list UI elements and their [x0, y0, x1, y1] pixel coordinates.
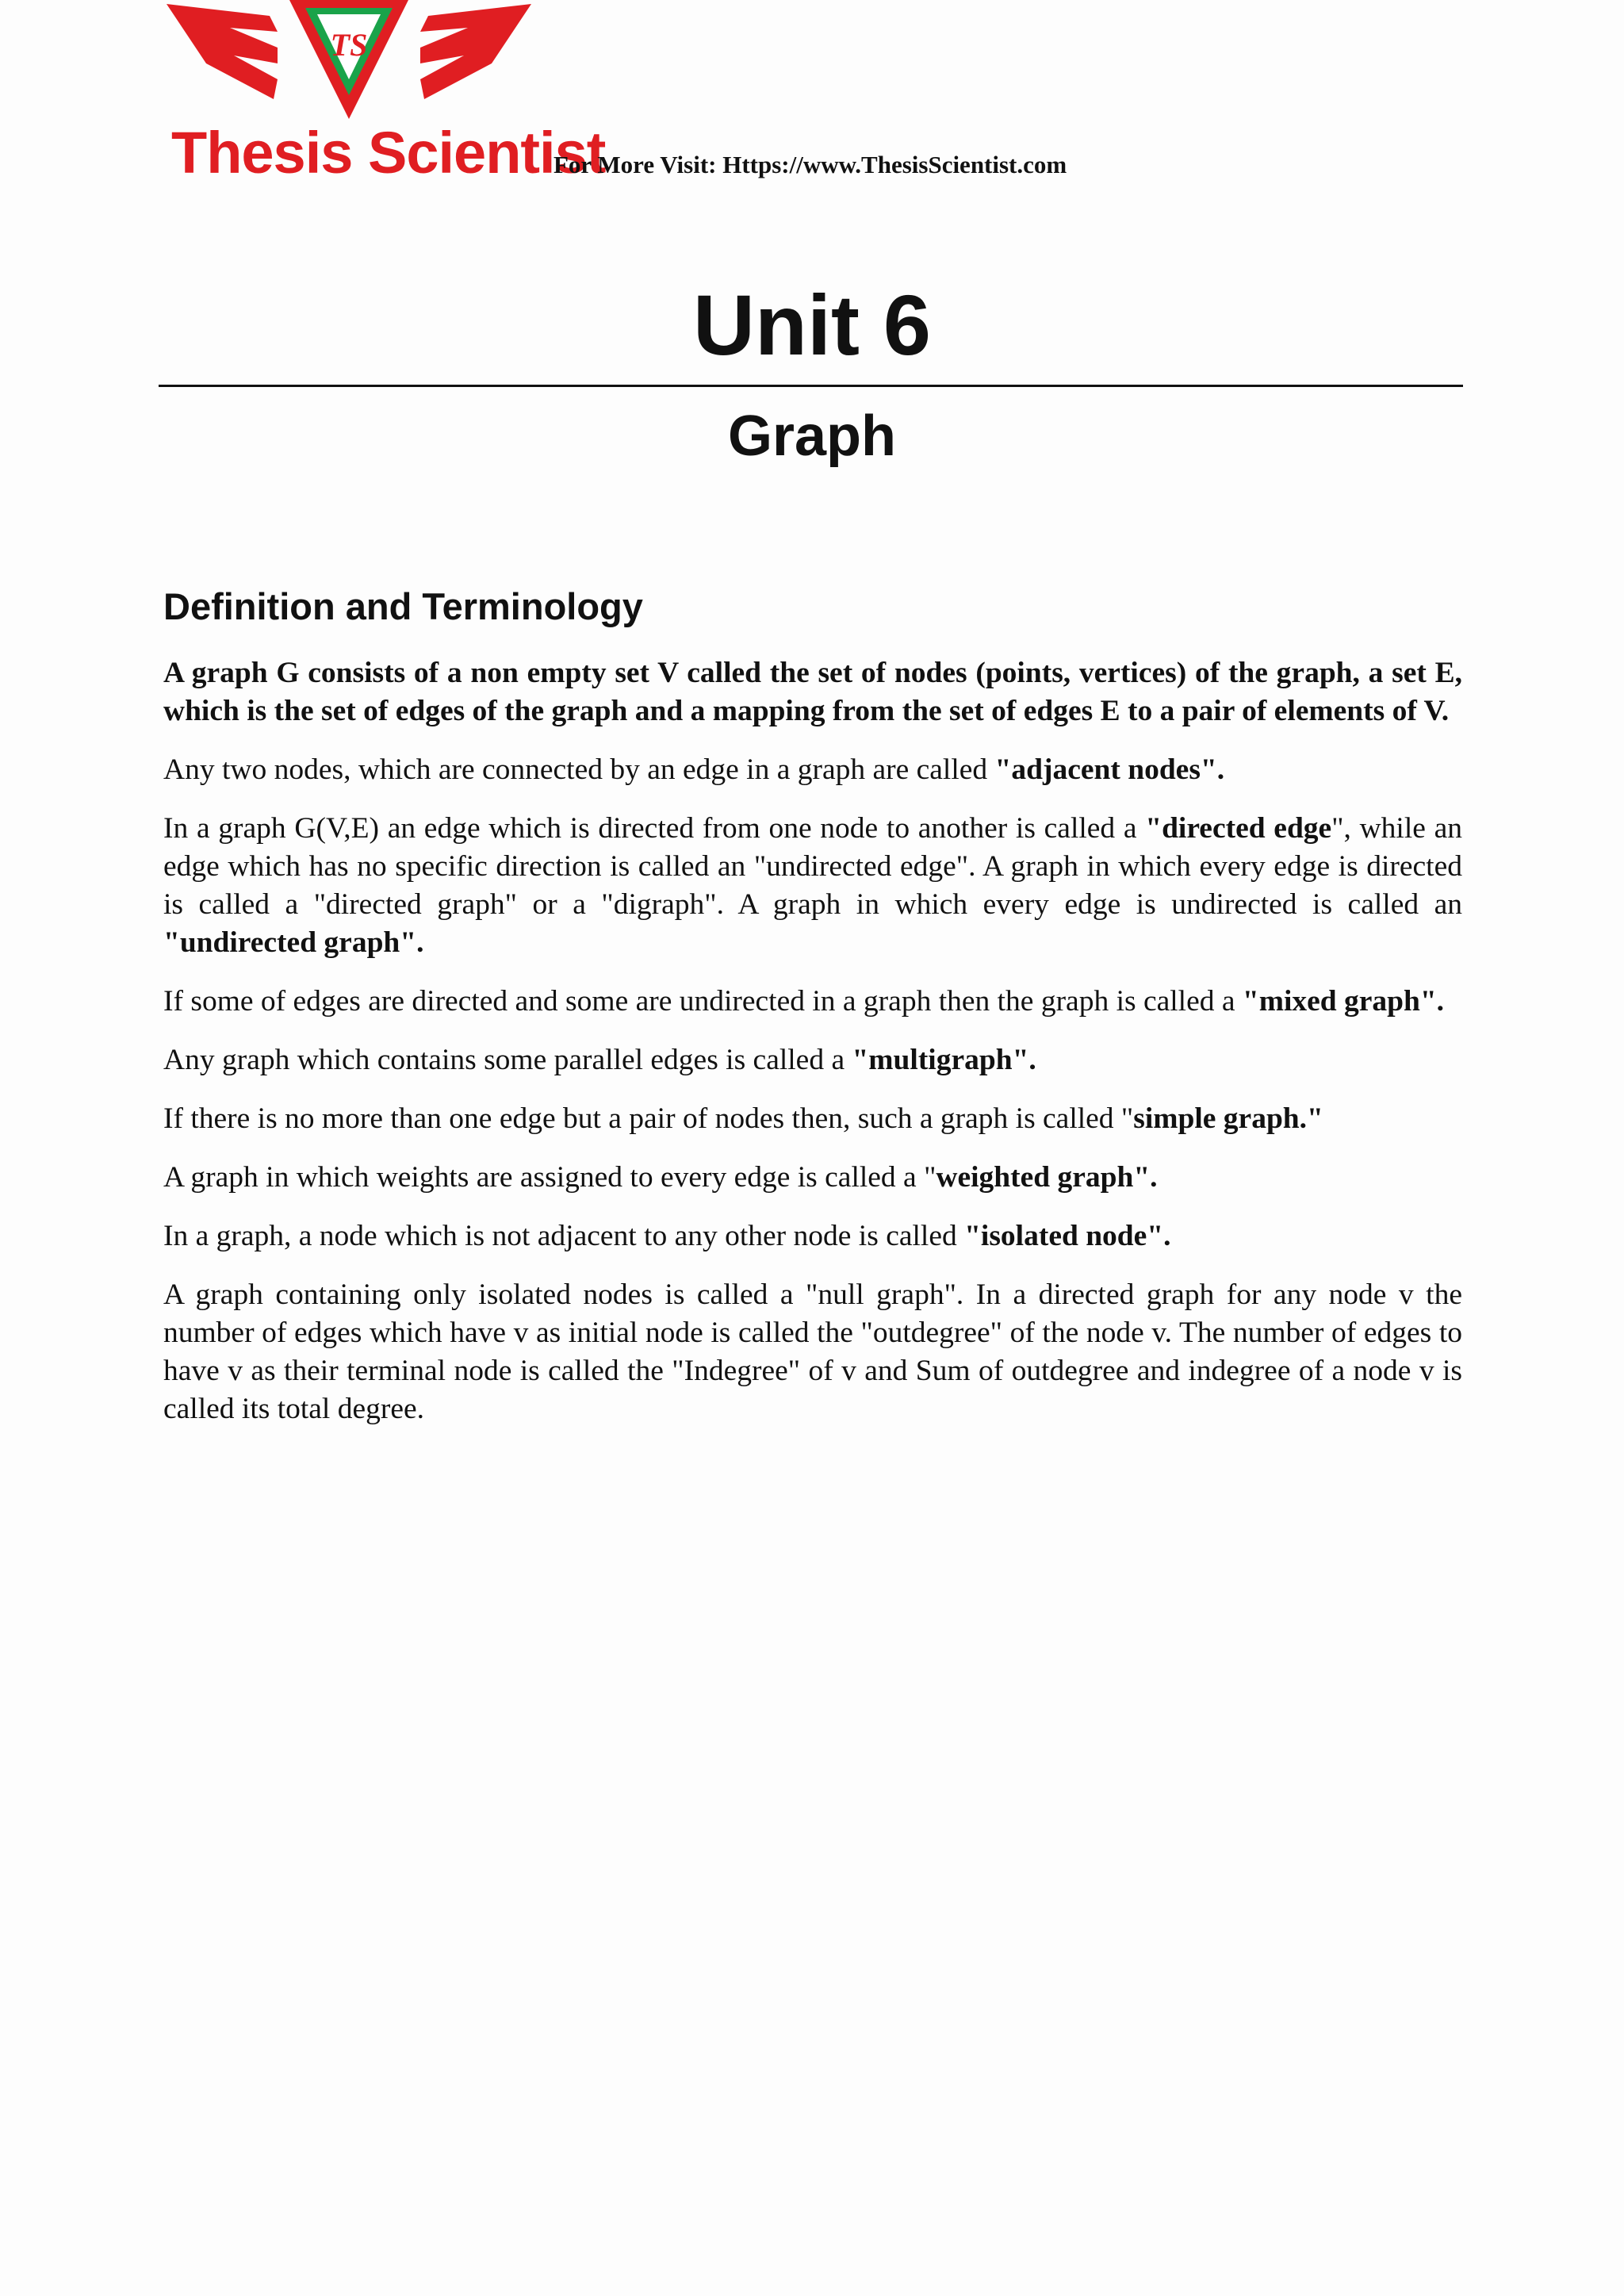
paragraph-directed-edge: In a graph G(V,E) an edge which is directed from one node to another is called a "directed edge", while an edge which has no specific direction is called an "undirected edge". A graph in which every edge is directed is called a "directed graph" or a "digraph". A graph in which every edge is undirected is called an "undirected graph". [163, 812, 1463, 959]
paragraph-weighted-graph: A graph in which weights are assigned to every edge is called a "weighted graph". [163, 1161, 1158, 1194]
paragraph-isolated-node: In a graph, a node which is not adjacent to any other node is called "isolated node". [163, 1220, 1171, 1252]
paragraph-simple-graph: If there is no more than one edge but a pair of nodes then, such a graph is called "simple graph." [163, 1102, 1323, 1135]
paragraph-graph-definition: A graph G consists of a non empty set V called the set of nodes (points, vertices) of the graph, a set E, which is the set of edges of the graph and a mapping from the set of edges E to a pair of elements of V. [163, 657, 1462, 727]
section-heading: Definition and Terminology [163, 585, 643, 627]
title-divider [159, 385, 1463, 387]
visit-link[interactable]: For More Visit: Https://www.ThesisScientist.com [553, 151, 1067, 178]
body-content [163, 654, 1462, 1449]
logo-monogram: TS [330, 27, 368, 63]
brand-name: Thesis Scientist [171, 120, 606, 186]
page-subtitle: Graph [727, 404, 897, 468]
page-title: Unit 6 [692, 277, 931, 373]
right-wing-icon [420, 4, 531, 99]
paragraph-multigraph: Any graph which contains some parallel edges is called a "multigraph". [163, 1044, 1036, 1076]
paragraph-null-graph-degree: A graph containing only isolated nodes is called a "null graph". In a directed graph for any node v the number of edges which have v as initial node is called the "outdegree" of the node v. The number of edges to have v as their terminal node is called the "Indegree" of v and Sum of outdegree and indegree of a node v is called its total degree. [163, 1278, 1462, 1425]
left-wing-icon [167, 4, 278, 99]
logo-emblem [159, 0, 539, 127]
paragraph-mixed-graph: If some of edges are directed and some are undirected in a graph then the graph is called a "mixed graph". [163, 985, 1445, 1018]
paragraph-adjacent-nodes: Any two nodes, which are connected by an edge in a graph are called "adjacent nodes". [163, 753, 1225, 786]
